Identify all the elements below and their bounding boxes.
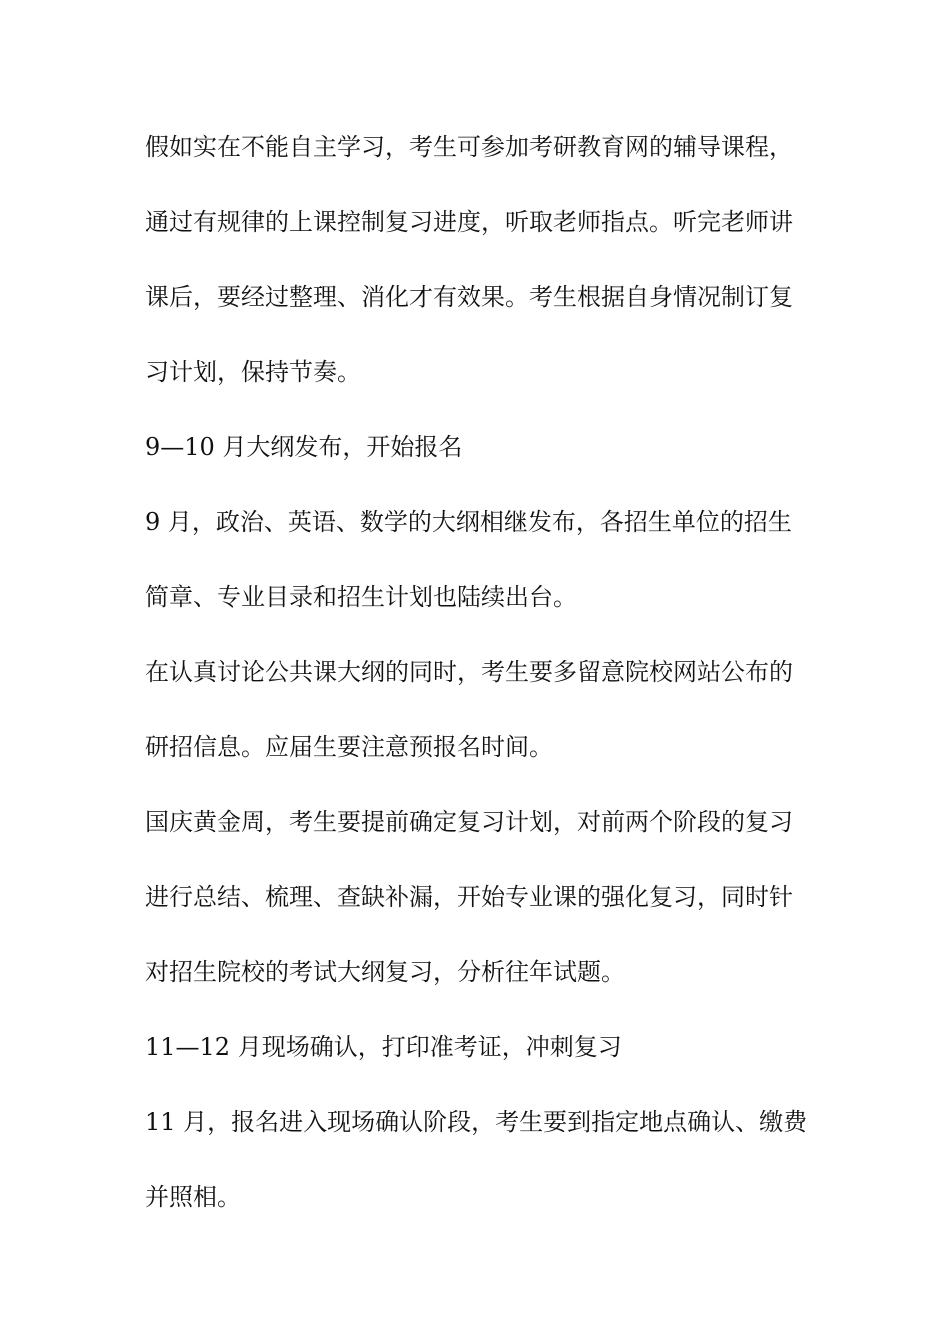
paragraph-line: 研招信息。应届生要注意预报名时间。 bbox=[145, 733, 553, 761]
paragraph-line: 对招生院校的考试大纲复习，分析往年试题。 bbox=[145, 958, 625, 986]
paragraph-line: 课后，要经过整理、消化才有效果。考生根据自身情况制订复 bbox=[145, 283, 793, 311]
document-body bbox=[145, 128, 813, 1216]
paragraph-line: 进行总结、梳理、查缺补漏，开始专业课的强化复习，同时针 bbox=[145, 883, 793, 911]
paragraph-line: 国庆黄金周，考生要提前确定复习计划，对前两个阶段的复习 bbox=[145, 808, 793, 836]
paragraph-line: 假如实在不能自主学习，考生可参加考研教育网的辅导课程， bbox=[145, 133, 793, 161]
section-heading: 11—12 月现场确认，打印准考证，冲刺复习 bbox=[145, 1033, 622, 1061]
paragraph-line: 9 月，政治、英语、数学的大纲相继发布，各招生单位的招生 bbox=[145, 508, 792, 536]
paragraph-line: 简章、专业目录和招生计划也陆续出台。 bbox=[145, 583, 577, 611]
paragraph-line: 习计划，保持节奏。 bbox=[145, 358, 361, 386]
paragraph-line: 11 月，报名进入现场确认阶段，考生要到指定地点确认、缴费 bbox=[145, 1108, 808, 1136]
section-heading: 9—10 月大纲发布，开始报名 bbox=[145, 433, 463, 461]
paragraph-line: 通过有规律的上课控制复习进度，听取老师指点。听完老师讲 bbox=[145, 208, 793, 236]
paragraph-line: 在认真讨论公共课大纲的同时，考生要多留意院校网站公布的 bbox=[145, 658, 793, 686]
paragraph-line: 并照相。 bbox=[145, 1183, 241, 1211]
